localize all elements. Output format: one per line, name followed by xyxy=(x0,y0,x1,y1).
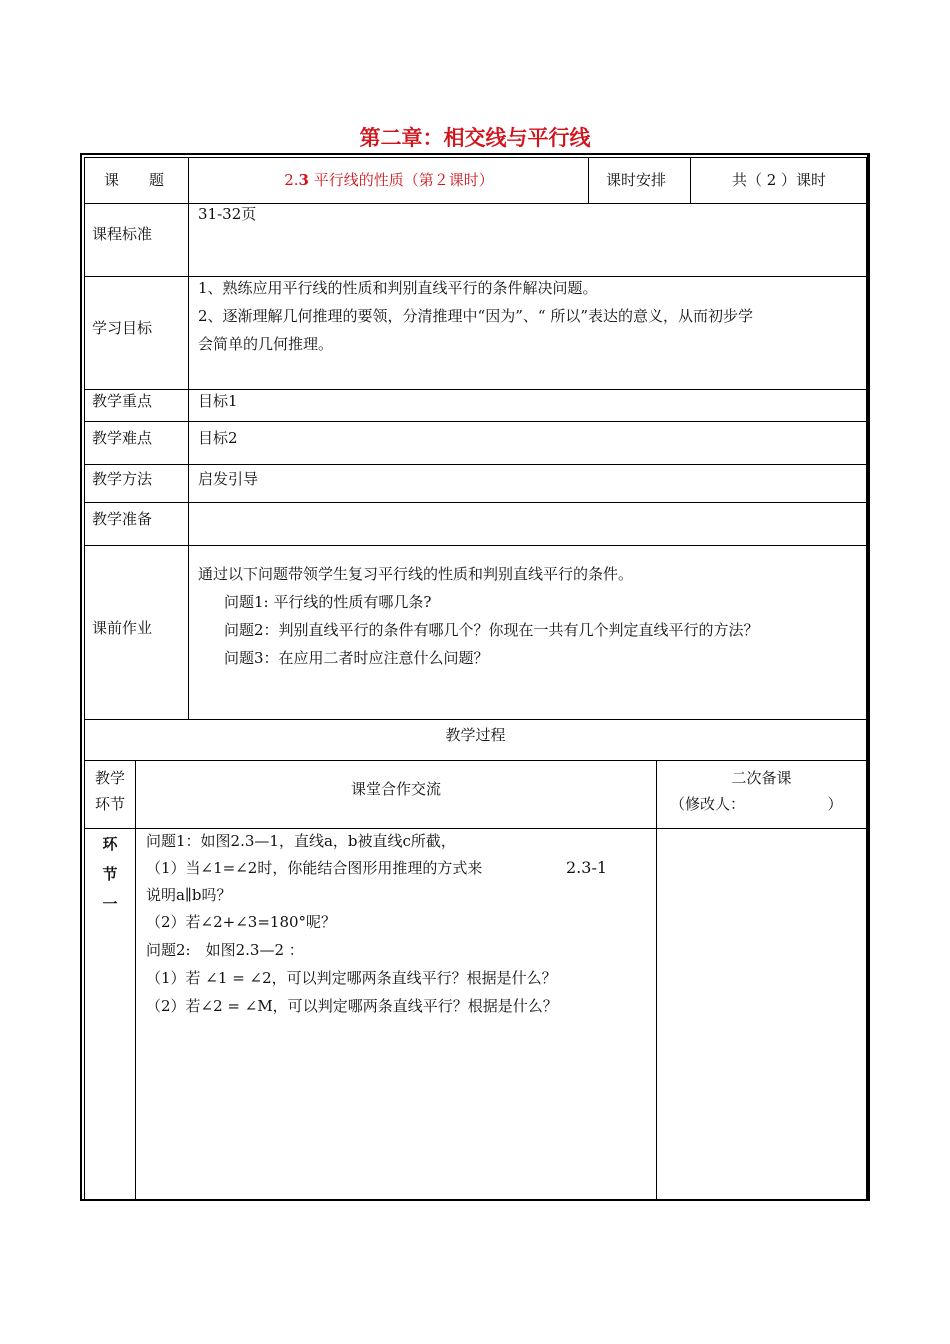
table-rule xyxy=(84,389,867,390)
key-point-label: 教学重点 xyxy=(92,392,153,410)
preparation-label: 教学准备 xyxy=(92,510,153,528)
standard-label: 课程标准 xyxy=(92,225,153,243)
homework-line: 问题3：在应用二者时应注意什么问题？ xyxy=(224,649,489,667)
table-rule xyxy=(690,157,691,203)
topic-label: 课 题 xyxy=(104,171,165,189)
stage1-line: （1）当∠1=∠2时，你能结合图形用推理的方式来 xyxy=(146,859,483,877)
table-rule xyxy=(84,760,867,761)
schedule-label: 课时安排 xyxy=(606,171,667,189)
schedule-value: 共（ 2 ）课时 xyxy=(731,171,827,189)
stage1-line: 问题2: 如图2.3—2 ： xyxy=(146,941,304,959)
objective-line: 1、熟练应用平行线的性质和判别直线平行的条件解决问题。 xyxy=(198,279,598,297)
stage1-line: （2）若∠2 = ∠M，可以判定哪两条直线平行？根据是什么？ xyxy=(146,997,558,1015)
figure-label: 2.3-1 xyxy=(566,858,608,877)
difficulty-label: 教学难点 xyxy=(92,429,153,447)
method-content: 启发引导 xyxy=(198,470,259,488)
topic-prefix: 2. xyxy=(284,171,299,189)
page-title: 第二章：相交线与平行线 xyxy=(359,126,591,150)
topic-number: 3 xyxy=(298,171,309,189)
table-rule xyxy=(588,157,589,203)
difficulty-content: 目标2 xyxy=(198,429,238,447)
table-rule xyxy=(84,157,85,1199)
topic-text: 平行线的性质（第２课时） xyxy=(308,171,494,189)
stage-label-char: 节 xyxy=(102,865,118,883)
topic-title xyxy=(190,170,588,190)
key-point-content: 目标1 xyxy=(198,392,238,410)
stage1-line: （2）若∠2+∠3=180°呢？ xyxy=(146,913,337,931)
table-rule xyxy=(866,157,867,1199)
homework-line: 问题1: 平行线的性质有哪几条? xyxy=(224,593,432,611)
stage1-line: 说明a∥b吗？ xyxy=(146,886,232,904)
stage-col-label-2: 环节 xyxy=(94,795,125,813)
revise-col-label: 二次备课 xyxy=(731,769,792,787)
table-rule xyxy=(84,464,867,465)
main-col-label: 课堂合作交流 xyxy=(350,780,441,798)
homework-line: 问题2：判别直线平行的条件有哪几个？你现在一共有几个判定直线平行的方法？ xyxy=(224,621,759,639)
method-label: 教学方法 xyxy=(92,470,153,488)
homework-line: 通过以下问题带领学生复习平行线的性质和判别直线平行的条件。 xyxy=(198,565,634,583)
table-rule xyxy=(84,502,867,503)
objective-line: 2、逐渐理解几何推理的要领，分清推理中“因为”、“ 所以”表达的意义，从而初步学 xyxy=(198,307,753,325)
table-rule xyxy=(84,719,867,720)
stage1-line: （1）若 ∠1 = ∠2，可以判定哪两条直线平行？根据是什么？ xyxy=(146,969,557,987)
table-rule xyxy=(84,157,867,158)
objective-line: 会简单的几何推理。 xyxy=(198,335,334,353)
table-rule xyxy=(135,760,136,1199)
revise-col-editor: （修改人： ） xyxy=(670,795,843,813)
objectives-label: 学习目标 xyxy=(92,319,153,337)
table-rule xyxy=(656,760,657,1199)
homework-label: 课前作业 xyxy=(92,619,153,637)
stage-label-char: 一 xyxy=(102,895,118,913)
stage-col-label-1: 教学 xyxy=(94,769,125,787)
process-heading: 教学过程 xyxy=(445,726,506,744)
table-rule xyxy=(188,157,189,720)
table-rule xyxy=(84,421,867,422)
table-rule xyxy=(84,545,867,546)
stage-label-char: 环 xyxy=(102,835,118,853)
standard-content: 31-32页 xyxy=(198,205,257,223)
stage1-line: 问题1：如图2.3—1，直线a，b被直线c所截， xyxy=(146,832,456,850)
